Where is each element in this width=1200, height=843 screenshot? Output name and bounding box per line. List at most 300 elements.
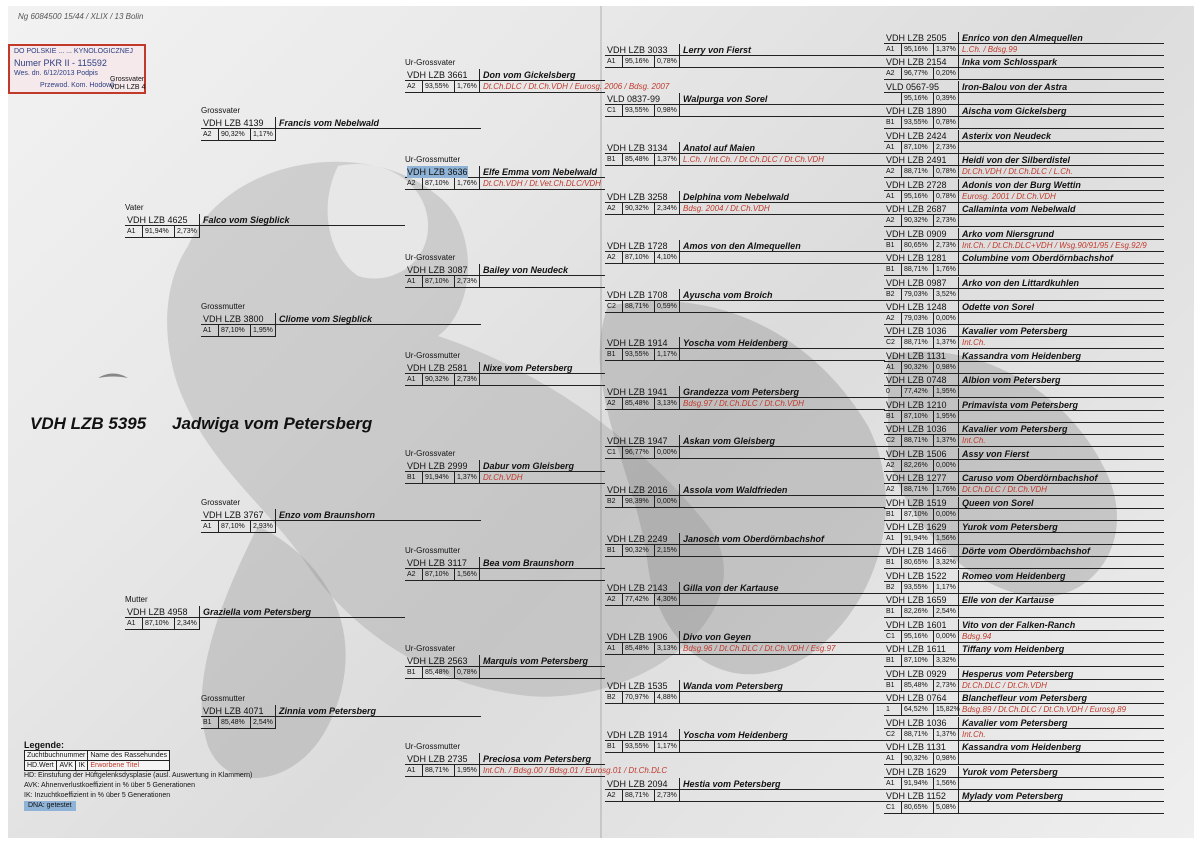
- gen5-entry-17: [884, 423, 1164, 447]
- entry-hd: B1: [405, 472, 423, 484]
- stamp-line3: Wes. dn. 6/12/2013 Podpis: [14, 70, 98, 77]
- entry-avk: 93,55%: [423, 81, 455, 93]
- entry-ik: 2,73%: [455, 374, 480, 386]
- entry-ik: 2,73%: [934, 240, 959, 252]
- entry-name: Inka vom Schlosspark: [962, 57, 1058, 67]
- legend-title: Legende:: [24, 740, 65, 750]
- entry-avk: 80,65%: [902, 240, 934, 252]
- entry-reg: VDH LZB 3800: [203, 314, 264, 324]
- entry-hd: C2: [884, 729, 902, 741]
- gen5-entry-28: [884, 692, 1164, 716]
- entry-avk: 79,03%: [902, 313, 934, 325]
- entry-reg: VDH LZB 1131: [886, 351, 946, 361]
- entry-name: Primavista vom Petersberg: [962, 400, 1079, 410]
- entry-name: Blanchefleur vom Petersberg: [962, 693, 1088, 703]
- entry-avk: 77,42%: [902, 386, 934, 398]
- entry-hd: A1: [405, 765, 423, 777]
- legend-name: Name des Rassehundes: [88, 751, 170, 761]
- entry-ik: 0,78%: [934, 117, 959, 129]
- entry-avk: 82,26%: [902, 606, 934, 618]
- entry-hd: B1: [405, 667, 423, 679]
- entry-name: Vito von der Falken-Ranch: [962, 620, 1076, 630]
- role-label-mutter: Mutter: [125, 595, 148, 604]
- entry-ik: 2,73%: [655, 790, 680, 802]
- entry-hd: A2: [405, 569, 423, 581]
- entry-avk: 95,16%: [902, 191, 934, 203]
- gen5-entry-19: [884, 472, 1164, 496]
- entry-hd: A1: [884, 778, 902, 790]
- gen5-entry-12: [884, 301, 1164, 325]
- gen5-entry-3: [884, 81, 1164, 105]
- entry-ik: 2,73%: [175, 226, 200, 238]
- legend-zbn: Zuchtbuchnummer: [25, 751, 88, 761]
- entry-hd: A2: [884, 313, 902, 325]
- entry-avk: 93,55%: [623, 349, 655, 361]
- entry-hd: B2: [884, 289, 902, 301]
- entry-avk: 90,32%: [623, 203, 655, 215]
- entry-titles: Int.Ch.: [962, 338, 986, 347]
- entry-avk: 93,55%: [623, 741, 655, 753]
- entry-reg: VDH LZB 2581: [407, 363, 468, 373]
- entry-name: Odette von Sorel: [962, 302, 1035, 312]
- entry-reg: VDH LZB 1152: [886, 791, 946, 801]
- entry-hd: B1: [605, 154, 623, 166]
- entry-avk: 85,48%: [623, 643, 655, 655]
- gen4-entry-15: [605, 729, 885, 753]
- entry-hd: A2: [405, 81, 423, 93]
- gen5-entry-20: [884, 497, 1164, 521]
- entry-hd: A1: [884, 191, 902, 203]
- entry-reg: VDH LZB 1277: [886, 473, 947, 483]
- entry-avk: 88,71%: [902, 337, 934, 349]
- legend-hd-line: HD: Einstufung der Hüftgelenksdysplasie (ausl. Auswertung in Klammern): [24, 772, 253, 779]
- entry-ik: 3,32%: [934, 655, 959, 667]
- entry-ik: 1,37%: [455, 472, 480, 484]
- entry-ik: 0,59%: [655, 301, 680, 313]
- gen4-entry-5: [605, 240, 885, 264]
- entry-ik: 0,98%: [655, 105, 680, 117]
- gen4-entry-6: [605, 289, 885, 313]
- entry-hd: 0: [884, 386, 902, 398]
- entry-ik: 0,78%: [655, 56, 680, 68]
- gen5-entry-5: [884, 130, 1164, 154]
- role-label-grossmutter: Grossmutter: [201, 694, 246, 703]
- entry-avk: 98,39%: [623, 496, 655, 508]
- entry-avk: 87,10%: [423, 569, 455, 581]
- entry-reg: VDH LZB 0764: [886, 693, 947, 703]
- stamp-line1: DO POLSKIE ... ... KYNOLOGICZNEJ: [14, 48, 134, 55]
- entry-ik: 0,78%: [934, 166, 959, 178]
- entry-ik: 1,37%: [934, 44, 959, 56]
- entry-avk: 93,55%: [623, 105, 655, 117]
- entry-ik: 2,15%: [655, 545, 680, 557]
- entry-hd: B1: [884, 680, 902, 692]
- entry-avk: 87,10%: [219, 325, 251, 337]
- entry-avk: 80,65%: [902, 802, 934, 814]
- role-label-urgrossmutter: Ur-Grossmutter: [405, 742, 461, 751]
- entry-hd: B1: [884, 606, 902, 618]
- entry-ik: 0,00%: [934, 460, 959, 472]
- gen3-entry-1: [405, 69, 670, 93]
- entry-hd: B1: [884, 557, 902, 569]
- entry-name: Assola vom Waldfrieden: [683, 485, 788, 495]
- entry-titles: Dt.Ch.DLC / Dt.Ch.VDH: [962, 485, 1047, 494]
- entry-titles: Dt.Ch.VDH / Dt.Vet.Ch.DLC/VDH: [483, 179, 601, 188]
- entry-avk: 87,10%: [902, 655, 934, 667]
- entry-ik: 0,39%: [934, 93, 959, 105]
- entry-name: Hesperus vom Petersberg: [962, 669, 1074, 679]
- entry-titles: Bdsg.94: [962, 632, 992, 641]
- gen4-entry-2: [605, 93, 885, 117]
- entry-avk: 88,71%: [623, 301, 655, 313]
- entry-hd: A1: [605, 56, 623, 68]
- gen4-entry-8: [605, 386, 885, 410]
- entry-avk: 93,55%: [902, 117, 934, 129]
- entry-reg: VDH LZB 0929: [886, 669, 947, 679]
- entry-reg: VDH LZB 1601: [886, 620, 947, 630]
- gen3-entry-6: [405, 557, 605, 581]
- entry-name: Falco vom Siegblick: [203, 215, 290, 225]
- role-label-urgrossvater: Ur-Grossvater: [405, 253, 456, 262]
- entry-ik: 2,34%: [655, 203, 680, 215]
- entry-hd: A2: [605, 203, 623, 215]
- entry-ik: 2,73%: [455, 276, 480, 288]
- entry-reg: VDH LZB 3258: [607, 192, 668, 202]
- entry-reg: VDH LZB 2249: [607, 534, 668, 544]
- entry-ik: 1,76%: [455, 81, 480, 93]
- entry-titles: L.Ch. / Bdsg.99: [962, 45, 1018, 54]
- gen4-entry-10: [605, 484, 885, 508]
- entry-name: Caruso vom Oberdörnbachshof: [962, 473, 1098, 483]
- entry-titles: Eurosg. 2001 / Dt.Ch.VDH: [962, 192, 1056, 201]
- role-label-urgrossmutter: Ur-Grossmutter: [405, 351, 461, 360]
- entry-titles: Int.Ch. / Bdsg.00 / Bdsg.01 / Eurosg.01 / Dt.Ch.DLC: [483, 766, 668, 775]
- entry-ik: 0,00%: [934, 509, 959, 521]
- entry-ik: 4,30%: [655, 594, 680, 606]
- entry-hd: B2: [884, 582, 902, 594]
- entry-ik: 1,37%: [655, 154, 680, 166]
- entry-avk: 87,10%: [623, 252, 655, 264]
- entry-reg: VDH LZB 3117: [407, 558, 467, 568]
- entry-reg: VDH LZB 1890: [886, 106, 947, 116]
- entry-name: Don vom Gickelsberg: [483, 70, 576, 80]
- entry-reg: VDH LZB 1629: [886, 522, 947, 532]
- gen3-entry-8: [405, 753, 668, 777]
- entry-hd: A2: [884, 68, 902, 80]
- entry-ik: 1,17%: [655, 349, 680, 361]
- entry-reg: VDH LZB 1466: [886, 546, 947, 556]
- entry-reg: VDH LZB 2094: [607, 779, 668, 789]
- entry-titles: Dt.Ch.VDH / Dt.Ch.DLC / L.Ch.: [962, 167, 1073, 176]
- legend: [24, 740, 252, 811]
- entry-titles: Int.Ch.: [962, 436, 986, 445]
- entry-avk: 91,94%: [902, 778, 934, 790]
- entry-ik: 1,17%: [934, 582, 959, 594]
- entry-name: Callaminta vom Nebelwald: [962, 204, 1076, 214]
- entry-hd: B1: [884, 509, 902, 521]
- entry-name: Yoscha vom Heidenberg: [683, 730, 788, 740]
- entry-name: Aischa vom Gickelsberg: [962, 106, 1067, 116]
- gen5-entry-6: [884, 154, 1164, 178]
- entry-reg: VDH LZB 2505: [886, 33, 947, 43]
- entry-reg: VDH LZB 2491: [886, 155, 947, 165]
- entry-reg: VDH LZB 1611: [886, 644, 946, 654]
- entry-ik: 2,34%: [175, 618, 200, 630]
- entry-reg: VDH LZB 1036: [886, 718, 947, 728]
- entry-titles: Int.Ch.: [962, 730, 986, 739]
- entry-hd: A1: [405, 374, 423, 386]
- entry-hd: A2: [884, 215, 902, 227]
- registration-stamp: [8, 44, 146, 94]
- entry-ik: 3,13%: [655, 398, 680, 410]
- entry-hd: A1: [884, 142, 902, 154]
- gen5-entry-4: [884, 105, 1164, 129]
- gen5-entry-30: [884, 741, 1164, 765]
- entry-name: Gilla von der Kartause: [683, 583, 779, 593]
- entry-reg: VDH LZB 1506: [886, 449, 947, 459]
- entry-reg: VDH LZB 2016: [607, 485, 668, 495]
- entry-reg: VDH LZB 0987: [886, 278, 947, 288]
- gen2-entry-1: [201, 117, 481, 141]
- entry-ik: 1,76%: [934, 484, 959, 496]
- entry-titles: Bdsg.89 / Dt.Ch.DLC / Dt.Ch.VDH / Eurosg.89: [962, 705, 1127, 714]
- entry-hd: B1: [884, 655, 902, 667]
- gen5-entry-9: [884, 228, 1164, 252]
- stamp-line2: Numer PKR II - 115592: [14, 58, 107, 68]
- entry-titles: Dt.Ch.DLC / Dt.Ch.VDH / Eurosg. 2006 / Bdsg. 2007: [483, 82, 670, 91]
- entry-reg: VDH LZB 1659: [886, 595, 947, 605]
- entry-reg: VDH LZB 1941: [607, 387, 668, 397]
- entry-ik: 1,56%: [455, 569, 480, 581]
- entry-ik: 0,00%: [934, 313, 959, 325]
- gen5-entry-8: [884, 203, 1164, 227]
- entry-hd: B1: [884, 117, 902, 129]
- entry-ik: 5,08%: [934, 802, 959, 814]
- role-label-urgrossvater: Ur-Grossvater: [405, 449, 456, 458]
- entry-name: Enrico von den Almequellen: [962, 33, 1083, 43]
- entry-reg: VDH LZB 0748: [886, 375, 947, 385]
- entry-avk: 87,10%: [902, 411, 934, 423]
- entry-ik: 1,76%: [455, 178, 480, 190]
- entry-hd: A2: [884, 166, 902, 178]
- entry-name: Grandezza vom Petersberg: [683, 387, 800, 397]
- entry-reg: VDH LZB 1036: [886, 326, 947, 336]
- entry-avk: 90,32%: [902, 753, 934, 765]
- gen5-entry-25: [884, 619, 1164, 643]
- entry-titles: Dt.Ch.VDH: [483, 473, 523, 482]
- role-label-urgrossvater: Ur-Grossvater: [405, 58, 456, 67]
- entry-reg: VDH LZB 1914: [607, 730, 668, 740]
- gen5-entry-11: [884, 277, 1164, 301]
- entry-hd: B1: [884, 240, 902, 252]
- gen5-entry-22: [884, 545, 1164, 569]
- entry-name: Kassandra vom Heidenberg: [962, 351, 1082, 361]
- entry-ik: 0,78%: [934, 191, 959, 203]
- entry-avk: 95,16%: [902, 44, 934, 56]
- entry-avk: 87,10%: [423, 178, 455, 190]
- entry-titles: Dt.Ch.DLC / Dt.Ch.VDH: [962, 681, 1047, 690]
- entry-avk: 77,42%: [623, 594, 655, 606]
- entry-hd: A1: [125, 618, 143, 630]
- handwritten-note: Ng 6084500 15/44 / XLIX / 13 Bolin: [18, 12, 144, 21]
- gen4-entry-14: [605, 680, 885, 704]
- entry-name: Anatol auf Maien: [683, 143, 756, 153]
- entry-reg: VDH LZB 2999: [407, 461, 468, 471]
- gen3-entry-3: [405, 264, 605, 288]
- entry-name: Dörte vom Oberdörnbachshof: [962, 546, 1091, 556]
- gen5-entry-32: [884, 790, 1164, 814]
- entry-name: Bea vom Braunshorn: [483, 558, 575, 568]
- entry-name: Nixe vom Petersberg: [483, 363, 573, 373]
- gen4-entry-1: [605, 44, 885, 68]
- entry-hd: C1: [884, 631, 902, 643]
- entry-ik: 0,00%: [655, 496, 680, 508]
- gen2-entry-2: [201, 313, 481, 337]
- entry-hd: A2: [884, 460, 902, 472]
- gen3-entry-5: [405, 460, 605, 484]
- gen2-entry-3: [201, 509, 481, 533]
- entry-name: Delphina vom Nebelwald: [683, 192, 790, 202]
- gen4-entry-7: [605, 337, 885, 361]
- entry-ik: 1,95%: [455, 765, 480, 777]
- entry-name: Divo von Geyen: [683, 632, 752, 642]
- entry-ik: 1,95%: [934, 411, 959, 423]
- role-label-urgrossmutter: Ur-Grossmutter: [405, 155, 461, 164]
- entry-hd: A1: [201, 521, 219, 533]
- entry-reg: VDH LZB 3087: [407, 265, 468, 275]
- entry-ik: 0,00%: [655, 447, 680, 459]
- gen5-entry-18: [884, 448, 1164, 472]
- entry-name: Enzo vom Braunshorn: [279, 510, 376, 520]
- entry-name: Columbine vom Oberdörnbachshof: [962, 253, 1114, 263]
- entry-hd: B1: [605, 741, 623, 753]
- legend-titles: Erworbene Titel: [88, 761, 170, 771]
- gen5-entry-2: [884, 56, 1164, 80]
- entry-reg: VDH LZB 3661: [407, 70, 468, 80]
- entry-ik: 2,93%: [251, 521, 276, 533]
- gen2-entry-4: [201, 705, 481, 729]
- entry-hd: B1: [605, 349, 623, 361]
- entry-hd: A1: [884, 753, 902, 765]
- entry-name: Yurok vom Petersberg: [962, 767, 1058, 777]
- entry-ik: 1,37%: [934, 729, 959, 741]
- entry-ik: 1,56%: [934, 778, 959, 790]
- entry-name: Francis vom Nebelwald: [279, 118, 380, 128]
- entry-name: Kavalier vom Petersberg: [962, 424, 1068, 434]
- gen5-entry-21: [884, 521, 1164, 545]
- entry-name: Graziella vom Petersberg: [203, 607, 312, 617]
- entry-reg: VDH LZB 1629: [886, 767, 947, 777]
- gen1-entry-2: [125, 606, 405, 630]
- entry-hd: A2: [605, 252, 623, 264]
- entry-reg: VDH LZB 2687: [886, 204, 947, 214]
- entry-avk: 79,03%: [902, 289, 934, 301]
- entry-name: Yurok vom Petersberg: [962, 522, 1058, 532]
- gen4-entry-9: [605, 435, 885, 459]
- entry-avk: 85,48%: [902, 680, 934, 692]
- gen1-entry-1: [125, 214, 405, 238]
- entry-reg: VDH LZB 1708: [607, 290, 668, 300]
- legend-key-table: [24, 750, 170, 771]
- entry-name: Kavalier vom Petersberg: [962, 718, 1068, 728]
- entry-reg: VDH LZB 1131: [886, 742, 946, 752]
- entry-name: Bailey von Neudeck: [483, 265, 569, 275]
- entry-ik: 0,98%: [934, 753, 959, 765]
- entry-name: Elle von der Kartause: [962, 595, 1055, 605]
- entry-reg: VDH LZB 3033: [607, 45, 668, 55]
- entry-hd: A1: [884, 533, 902, 545]
- entry-hd: C2: [605, 301, 623, 313]
- entry-reg: VDH LZB 0909: [886, 229, 947, 239]
- entry-name: Kavalier vom Petersberg: [962, 326, 1068, 336]
- gen5-entry-10: [884, 252, 1164, 276]
- entry-avk: 85,48%: [623, 398, 655, 410]
- legend-avk: AVK: [57, 761, 76, 771]
- stamp-line4: Przewod. Kom. Hodowli: [40, 82, 115, 89]
- gen5-entry-16: [884, 399, 1164, 423]
- role-label-vater: Vater: [125, 203, 144, 212]
- entry-hd: A2: [201, 129, 219, 141]
- gen3-entry-4: [405, 362, 605, 386]
- entry-hd: C2: [884, 337, 902, 349]
- entry-avk: 91,94%: [902, 533, 934, 545]
- role-label-urgrossmutter: Ur-Grossmutter: [405, 546, 461, 555]
- entry-hd: A1: [201, 325, 219, 337]
- entry-ik: 3,52%: [934, 289, 959, 301]
- entry-reg: VLD 0837-99: [607, 94, 661, 104]
- entry-avk: 88,71%: [902, 264, 934, 276]
- entry-reg: VDH LZB 1519: [886, 498, 947, 508]
- entry-name: Adonis von der Burg Wettin: [962, 180, 1081, 190]
- entry-reg: VDH LZB 2143: [607, 583, 668, 593]
- entry-avk: 96,77%: [902, 68, 934, 80]
- entry-ik: 2,73%: [934, 142, 959, 154]
- entry-avk: 95,16%: [623, 56, 655, 68]
- gen5-entry-31: [884, 766, 1164, 790]
- gen5-entry-14: [884, 350, 1164, 374]
- gen5-entry-26: [884, 643, 1164, 667]
- entry-name: Romeo vom Heidenberg: [962, 571, 1066, 581]
- entry-name: Asterix von Neudeck: [962, 131, 1052, 141]
- entry-avk: 88,71%: [423, 765, 455, 777]
- entry-avk: 87,10%: [219, 521, 251, 533]
- page-fold: [600, 6, 602, 838]
- entry-titles: Bdsg.97 / Dt.Ch.DLC / Dt.Ch.VDH: [683, 399, 804, 408]
- entry-avk: 64,52%: [902, 704, 934, 716]
- entry-avk: 70,97%: [623, 692, 655, 704]
- entry-ik: 1,95%: [934, 386, 959, 398]
- entry-avk: 93,55%: [902, 582, 934, 594]
- entry-ik: 0,78%: [455, 667, 480, 679]
- entry-ik: 0,00%: [934, 631, 959, 643]
- entry-reg: VDH LZB 3636: [407, 167, 468, 177]
- gen5-entry-24: [884, 594, 1164, 618]
- entry-hd: A2: [605, 790, 623, 802]
- entry-ik: 1,17%: [655, 741, 680, 753]
- entry-reg: VDH LZB 1914: [607, 338, 668, 348]
- entry-avk: 90,32%: [902, 362, 934, 374]
- entry-avk: 96,77%: [623, 447, 655, 459]
- entry-avk: 88,71%: [902, 729, 934, 741]
- entry-reg: VDH LZB 1906: [607, 632, 668, 642]
- gen5-entry-15: [884, 374, 1164, 398]
- entry-reg: VDH LZB 4625: [127, 215, 188, 225]
- entry-reg: VDH LZB 1728: [607, 241, 668, 251]
- entry-hd: A2: [405, 178, 423, 190]
- entry-avk: 82,26%: [902, 460, 934, 472]
- entry-reg: VDH LZB 1947: [607, 436, 668, 446]
- entry-titles: L.Ch. / Int.Ch. / Dt.Ch.DLC / Dt.Ch.VDH: [683, 155, 824, 164]
